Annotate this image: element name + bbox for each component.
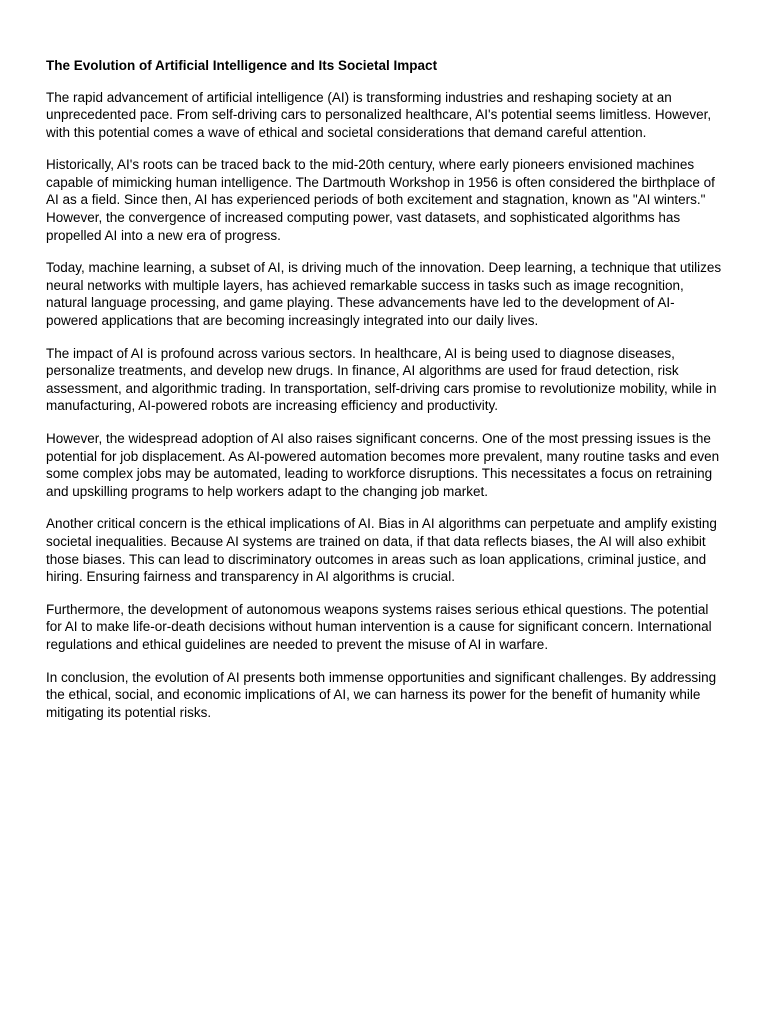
paragraph-autonomous-weapons: Furthermore, the development of autonomous weapons systems raises serious ethical questions. The potential for AI to make life-or-death decisions without human intervention is a cause for significant concern. International regulations and ethical guidelines are needed to prevent the misuse of AI in warfare. [46, 601, 712, 652]
paragraph-bias: Another critical concern is the ethical implications of AI. Bias in AI algorithms can perpetuate and amplify existing societal inequalities. Because AI systems are trained on data, if that data reflects biases, the AI will also exhibit those biases. This can lead to discriminatory outcomes in areas such as loan applications, criminal justice, and hiring. Ensuring fairness and transparency in AI algorithms is crucial. [46, 516, 717, 585]
paragraph-conclusion: In conclusion, the evolution of AI presents both immense opportunities and significant challenges. By addressing the ethical, social, and economic implications of AI, we can harness its power for the benefit of humanity while mitigating its potential risks. [46, 669, 717, 720]
paragraph-history: Historically, AI's roots can be traced back to the mid-20th century, where early pioneers envisioned machines capable of mimicking human intelligence. The Dartmouth Workshop in 1956 is often considered the birthplace of AI as a field. Since then, AI has experienced periods of both excitement and stagnation, known as "AI winters." However, the convergence of increased computing power, vast datasets, and sophisticated algorithms has propelled AI into a new era of progress. [46, 157, 715, 243]
paragraph-intro: The rapid advancement of artificial intelligence (AI) is transforming industries and reshaping society at an unprecedented pace. From self-driving cars to personalized healthcare, AI's potential seems limitless. However, with this potential comes a wave of ethical and societal considerations that demand careful attention. [46, 89, 712, 140]
paragraph-machine-learning: Today, machine learning, a subset of AI, is driving much of the innovation. Deep learning, a technique that utilizes neural networks with multiple layers, has achieved remarkable success in tasks such as image recognition, natural language processing, and game playing. These advancements have led to the development of AI-powered applications that are becoming increasingly integrated into our daily lives. [46, 260, 722, 329]
paragraph-sector-impact: The impact of AI is profound across various sectors. In healthcare, AI is being used to diagnose diseases, personalize treatments, and develop new drugs. In finance, AI algorithms are used for fraud detection, risk assessment, and algorithmic trading. In transportation, self-driving cars promise to revolutionize mobility, while in manufacturing, AI-powered robots are increasing efficiency and productivity. [46, 345, 717, 414]
paragraph-job-displacement: However, the widespread adoption of AI also raises significant concerns. One of the most pressing issues is the potential for job displacement. As AI-powered automation becomes more prevalent, many routine tasks and even some complex jobs may be automated, leading to workforce disruptions. This necessitates a focus on retraining and upskilling programs to help workers adapt to the changing job market. [46, 431, 720, 499]
document-title: The Evolution of Artificial Intelligence and Its Societal Impact [46, 58, 438, 73]
